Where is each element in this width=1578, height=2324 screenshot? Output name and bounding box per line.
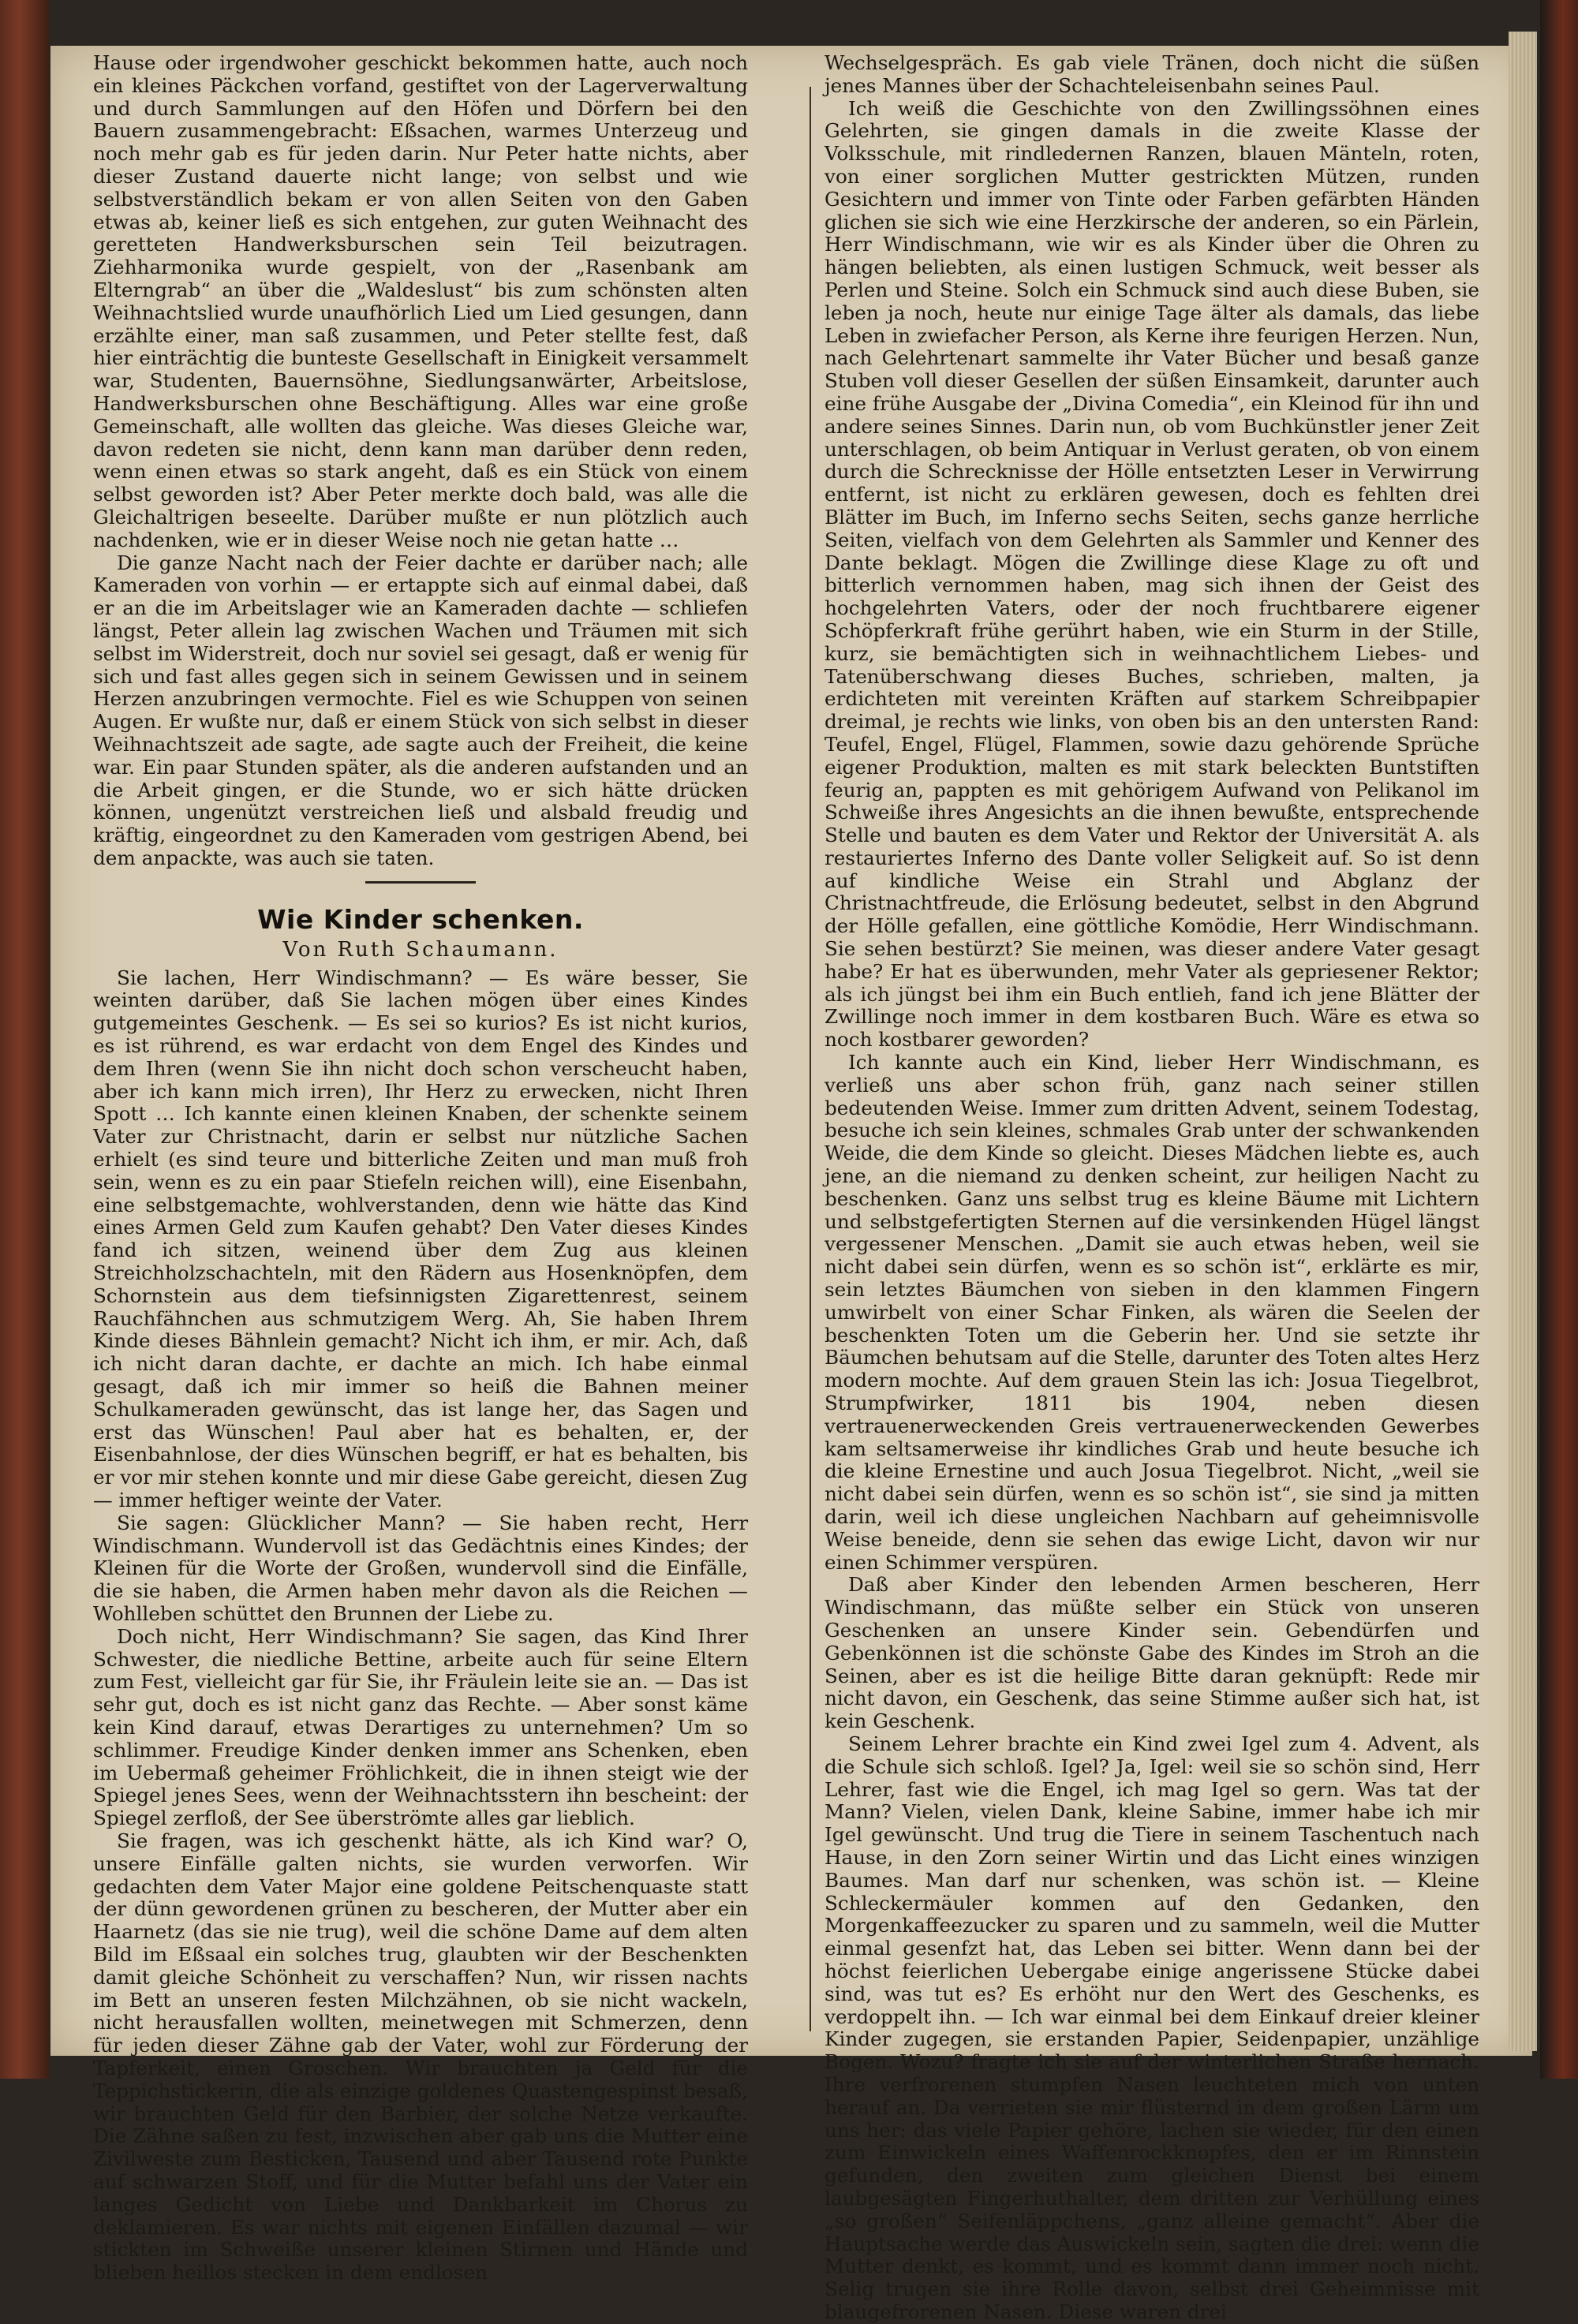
book-binding-right bbox=[1540, 0, 1578, 2079]
story-continuation-paragraph: Hause oder irgendwoher geschickt bekommen hatte, auch noch ein kleines Päckchen vorfand, gestiftet von der Lagerverwaltung und durch Sammlungen auf den Höfen und Dörfern bei den Bauern zusammengebracht: Eßsachen, warmes Unterzeug und noch mehr gab es für jeden darin. Nur Peter hatte nichts, aber dieser Zustand dauerte nicht lange; von selbst und wie selbstverständlich bekam er von allen Seiten von den Gaben etwas ab, keiner ließ es sich entgehen, zur guten Weihnacht des geretteten Handwerksburschen sein Teil beizutragen. Ziehharmonika wurde gespielt, von der „Rasenbank am Elterngrab“ an über die „Waldeslust“ bis zum schönsten alten Weihnachtslied wurde unaufhörlich Lied um Lied gesungen, dann erzählte einer, man saß zusammen, und Peter stellte fest, daß hier einträchtig die bunteste Gesellschaft in Einigkeit versammelt war, Studenten, Bauernsöhne, Siedlungsanwärter, Arbeitslose, Handwerksburschen ohne Beschäftigung. Alles war eine große Gemeinschaft, alle wollten das gleiche. Was dieses Gleiche war, davon redeten sie nicht, denn kann man darüber denn reden, wenn einen etwas so stark angeht, daß es ein Stück von einem selbst geworden ist? Aber Peter merkte doch bald, was alle die Gleichaltrigen beseelte. Darüber mußte er nun plötzlich auch nachdenken, wie er in dieser Weise noch nie getan hatte … bbox=[93, 51, 748, 551]
left-column bbox=[93, 52, 748, 2285]
article-paragraph: Daß aber Kinder den lebenden Armen bescheren, Herr Windischmann, das müßte selber ein Stück von unseren Geschenken an unsere Kinder sein. Gebendürfen und Gebenkönnen ist die schönste Gabe des Kindes im Stroh an die Seinen, aber es ist die heilige Bitte daran geknüpft: Rede mir nicht davon, ein Geschenk, das seine Stimme außer sich hat, ist kein Geschenk. bbox=[825, 1573, 1479, 1733]
page-edges bbox=[1509, 32, 1537, 2051]
column-divider-rule bbox=[810, 87, 811, 2031]
book-binding-left bbox=[0, 0, 49, 2079]
article-paragraph: Wechselgespräch. Es gab viele Tränen, doch nicht die süßen jenes Mannes über der Schachteleisenbahn seines Paul. bbox=[825, 51, 1479, 97]
article-paragraph: Ich weiß die Geschichte von den Zwillingssöhnen eines Gelehrten, sie gingen damals in die zweite Klasse der Volksschule, mit rindledernen Ranzen, blauen Mänteln, roten, von einer sorglichen Mutter gestrickten Mützen, runden Gesichtern und immer von Tinte oder Farben gefärbten Händen glichen sie sich wie eine Herzkirsche der anderen, so ein Pärlein, Herr Windischmann, wie wir es als Kinder über die Ohren zu hängen beliebten, als einen lustigen Schmuck, weit besser als Perlen und Steine. Solch ein Schmuck sind auch diese Buben, sie leben ja noch, heute nur einige Tage älter als damals, das liebe Leben in zwiefacher Person, als Kerne ihre feurigen Herzen. Nun, nach Gelehrtenart sammelte ihr Vater Bücher und besaß ganze Stuben voll dieser Gesellen der süßen Einsamkeit, darunter auch eine frühe Ausgabe der „Divina Comedia“, ein Kleinod für ihn und andere seines Sinnes. Darin nun, ob vom Buchkünstler jener Zeit unterschlagen, ob beim Antiquar in Verlust geraten, ob von einem durch die Schrecknisse der Hölle entsetzten Leser in Verwirrung entfernt, ist nicht zu erklären gewesen, doch es fehlten drei Blätter im Buch, im Inferno sechs Seiten, sechs ganze herrliche Seiten, vielfach von dem Gelehrten als Sammler und Kenner des Dante beklagt. Mögen die Zwillinge diese Klage zu oft und bitterlich vernommen haben, mag sich ihnen der Geist des hochgelehrten Vaters, oder der noch fruchtbarere eigener Schöpferkraft frühe gerührt haben, wie ein Sturm in der Stille, kurz, sie bemächtigten sich in weihnachtlichem Liebes- und Tatenüberschwang dieses Buches, schrieben, malten, ja erdichteten mit vereinten Kräften auf starkem Schreibpapier dreimal, je rechts wie links, von oben bis an den untersten Rand: Teufel, Engel, Flügel, Flammen, sowie dazu gehörende Sprüche eigener Produktion, malten es mit stark beleckten Buntstiften feurig an, pappten es mit gehörigem Aufwand von Pelikanol im Schweiße ihres Angesichts an die ihnen bewußte, entsprechende Stelle und bauten es dem Vater und Rektor der Universität A. als restauriertes Inferno des Dante voller Seligkeit auf. So ist denn auf kindliche Weise ein Strahl und Abglanz der Christnachtfreude, die Erlösung bedeutet, selbst in den Abgrund der Hölle gefallen, eine göttliche Komödie, Herr Windischmann. Sie sehen bestürzt? Sie meinen, was dieser andere Vater gesagt habe? Er hat es überwunden, mehr Vater als gepriesener Rektor; als ich jüngst bei ihm ein Buch entlieh, fand ich jene Blätter der Zwillinge noch immer in dem kostbaren Buch. Wäre es etwa so noch kostbarer geworden? bbox=[825, 96, 1479, 1052]
article-paragraph: Sie fragen, was ich geschenkt hätte, als ich Kind war? O, unsere Einfälle galten nichts, sie wurden verworfen. Wir gedachten dem Vater Major eine goldene Peitschenquaste statt der dünn gewordenen grünen zu bescheren, der Mutter aber ein Haarnetz (das sie nie trug), weil die schöne Dame auf dem alten Bild im Eßsaal ein solches trug, glaubten wir der Beschenkten damit gleiche Schönheit zu verschaffen? Nun, wir rissen nachts im Bett an unseren festen Milchzähnen, ob sie nicht wackeln, nicht herausfallen wollten, meinetwegen mit Schmerzen, denn für jeden dieser Zähne gab der Vater, wohl zur Förderung der Tapferkeit, einen Groschen. Wir brauchten ja Geld für die Teppichstickerin, die als einzige goldenes Quastengespinst besaß, wir brauchten Geld für den Barbier, der solche Netze verkaufte. Die Zähne saßen zu fest, inzwischen aber gab uns die Mutter eine Zivilweste zum Besticken, Tausend und aber Tausend rote Punkte auf schwarzen Stoff, und für die Mutter befahl uns der Vater ein langes Gedicht von Liebe und Dankbarkeit im Chorus zu deklamieren. Es war nichts mit eigenen Einfällen dazumal — wir stickten im Schweiße unserer kleinen Stirnen und Hände und blieben heillos stecken in dem endlosen bbox=[93, 1829, 748, 2285]
article-paragraph: Sie sagen: Glücklicher Mann? — Sie haben recht, Herr Windischmann. Wundervoll ist das Gedächtnis eines Kindes; der Kleinen für die Worte der Großen, wundervoll sind die Einfälle, die sie haben, die Armen haben mehr davon als die Reichen — Wohlleben schüttet den Brunnen der Liebe zu. bbox=[93, 1511, 748, 1625]
article-paragraph: Seinem Lehrer brachte ein Kind zwei Igel zum 4. Advent, als die Schule sich schloß. Igel? Ja, Igel: weil sie so schön sind, Herr Lehrer, fast wie die Engel, ich mag Igel so gern. Was tat der Mann? Vielen, vielen Dank, kleine Sabine, immer habe ich mir Igel gewünscht. Und trug die Tiere in seinem Taschentuch nach Hause, in den Zorn seiner Wirtin und das Licht eines winzigen Baumes. Man darf nur schenken, was schön ist. — Kleine Schleckermäuler kommen auf den Gedanken, den Morgenkaffeezucker zu sparen und zu sammeln, weil die Mutter einmal gesenfzt hat, das Leben sei bitter. Wenn dann bei der höchst feierlichen Uebergabe einige angerissene Stücke dabei sind, was tut es? Es erhöht nur den Wert des Geschenks, es verdoppelt ihn. — Ich war einmal bei dem Einkauf dreier kleiner Kinder zugegen, sie erstanden Papier, Seidenpapier, unzählige Bogen. Wozu? fragte ich sie auf der winterlichen Straße hernach. Ihre verfrorenen stumpfen Nasen leuchteten mich von unten herauf an. Da verrieten sie mir flüsternd in dem großen Lärm um uns her: das viele Papier gehöre, lachen sie wieder, für den einen zum Einwickeln eines Waffenrockknopfes, den er im Rinnstein gefunden, den zweiten zum gleichen Dienst bei einem laubgesägten Fingerhuthalter, dem dritten zur Verhüllung eines „so großen“ Seifenläppchens, „ganz alleine gemacht“. Aber die Hauptsache werde das Auswickeln sein, sagten die drei: wenn die Mutter denkt, es kommt, und es kommt dann immer noch nicht. Selig trugen sie ihre Rolle davon, selbst drei Geheimnisse mit blaugefrorenen Nasen. Diese waren drei bbox=[825, 1732, 1479, 2323]
story-continuation-paragraph: Die ganze Nacht nach der Feier dachte er darüber nach; alle Kameraden von vorhin — er ertappte sich auf einmal dabei, daß er an die im Arbeitslager wie an Kameraden dachte — schliefen längst, Peter allein lag zwischen Wachen und Träumen mit sich selbst im Widerstreit, doch nur soviel sei gesagt, daß er wenig für sich und fast alles gegen sich in seinem Gewissen und in seinem Herzen anzubringen vermochte. Fiel es wie Schuppen von seinen Augen. Er wußte nur, daß er einem Stück von sich selbst in dieser Weihnachtszeit ade sagte, ade sagte auch der Freiheit, die keine war. Ein paar Stunden später, als die anderen aufstanden und an die Arbeit gingen, er die Stunde, wo er sich hätte drücken können, ungenützt verstreichen ließ und alsbald freudig und kräftig, eingeordnet zu den Kameraden vom gestrigen Abend, bei dem anpackte, was auch sie taten. bbox=[93, 551, 748, 869]
article-paragraph: Ich kannte auch ein Kind, lieber Herr Windischmann, es verließ uns aber schon früh, ganz nach seiner stillen bedeutenden Weise. Immer zum dritten Advent, seinem Todestag, besuche ich sein kleines, schmales Grab unter der schwankenden Weide, die dem Kinde so gleicht. Dieses Mädchen liebte es, auch jene, an die niemand zu denken scheint, zur heiligen Nacht zu beschenken. Ganz uns selbst trug es kleine Bäume mit Lichtern und selbstgefertigten Sternen auf die versinkenden Hügel längst vergessener Menschen. „Damit sie auch etwas heben, weil sie nicht dabei sein dürfen, wenn es so schön ist“, erklärte es mir, sein letztes Bäumchen von sieben in den klammen Fingern umwirbelt von einer Schar Finken, als wären die Seelen der beschenkten Toten um die Geberin her. Und sie setzte ihr Bäumchen behutsam auf die Stelle, darunter des Toten altes Herz modern mochte. Auf dem grauen Stein las ich: Josua Tiegelbrot, Strumpfwirker, 1811 bis 1904, neben diesen vertrauenerweckenden Greis vertrauenerweckenden Gewerbes kam seltsamerweise ihr kindliches Grab und heute besuche ich die kleine Ernestine und auch Josua Tiegelbrot. Nicht, „weil sie nicht dabei sein dürfen, wenn es so schön ist“, sie sind ja mitten darin, weil ich diese ungleichen Nachbarn auf geheimnisvolle Weise beneide, denn sie sehen das ewige Licht, davon wir nur einen Schimmer verspüren. bbox=[825, 1051, 1479, 1574]
article-separator bbox=[365, 881, 476, 884]
article-paragraph: Sie lachen, Herr Windischmann? — Es wäre besser, Sie weinten darüber, daß Sie lachen mögen über eines Kindes gutgemeintes Geschenk. — Es sei so kurios? Es ist nicht kurios, es ist rührend, es war erdacht von dem Engel des Kindes und dem Ihren (wenn Sie ihn nicht doch schon verscheucht haben, aber ich kann mich irren), Ihr Herz zu erwecken, nicht Ihren Spott … Ich kannte einen kleinen Knaben, der schenkte seinem Vater zur Christnacht, darin er selbst nur nützliche Sachen erhielt (es sind teure und bitterliche Zeiten und man muß froh sein, wenn es zu ein paar Stiefeln reichen will), eine Eisenbahn, eine selbstgemachte, wohlverstanden, denn wie hätte das Kind eines Armen Geld zum Kaufen gehabt? Den Vater dieses Kindes fand ich sitzen, weinend über dem Zug aus kleinen Streichholzschachteln, mit den Rädern aus Hosenknöpfen, dem Schornstein aus dem tiefsinnigsten Zigarettenrest, seinem Rauchfähnchen aus schmutzigem Werg. Ah, Sie haben Ihrem Kinde dieses Bähnlein gemacht? Nicht ich ihm, er mir. Ach, daß ich nicht daran dachte, er dachte an mich. Ich habe einmal gesagt, daß ich mir immer so heiß die Bahnen meiner Schulkameraden gewünscht, das ist lange her, das Sagen und erst das Wünschen! Paul aber hat es behalten, er, der Eisenbahnlose, der dies Wünschen begriff, er hat es behalten, bis er vor mir stehen konnte und mir diese Gabe gereicht, diesen Zug — immer heftiger weinte der Vater. bbox=[93, 966, 748, 1512]
article-paragraph: Doch nicht, Herr Windischmann? Sie sagen, das Kind Ihrer Schwester, die niedliche Bettine, arbeite auch für seine Eltern zum Fest, vielleicht gar für Sie, ihr Fräulein leite sie an. — Das ist sehr gut, doch es ist nicht ganz das Rechte. — Aber sonst käme kein Kind darauf, etwas Derartiges zu unternehmen? Um so schlimmer. Freudige Kinder denken immer ans Schenken, eben im Uebermaß geheimer Fröhlichkeit, die in ihnen steigt wie der Spiegel jenes Sees, wenn der Weihnachtsstern ihn bescheint: der Spiegel zerfloß, der See überströmte alles gar lieblich. bbox=[93, 1624, 748, 1830]
article-byline: Von Ruth Schaumann. bbox=[282, 937, 559, 962]
article-title: Wie Kinder schenken. bbox=[257, 903, 584, 935]
right-column bbox=[825, 52, 1479, 2324]
